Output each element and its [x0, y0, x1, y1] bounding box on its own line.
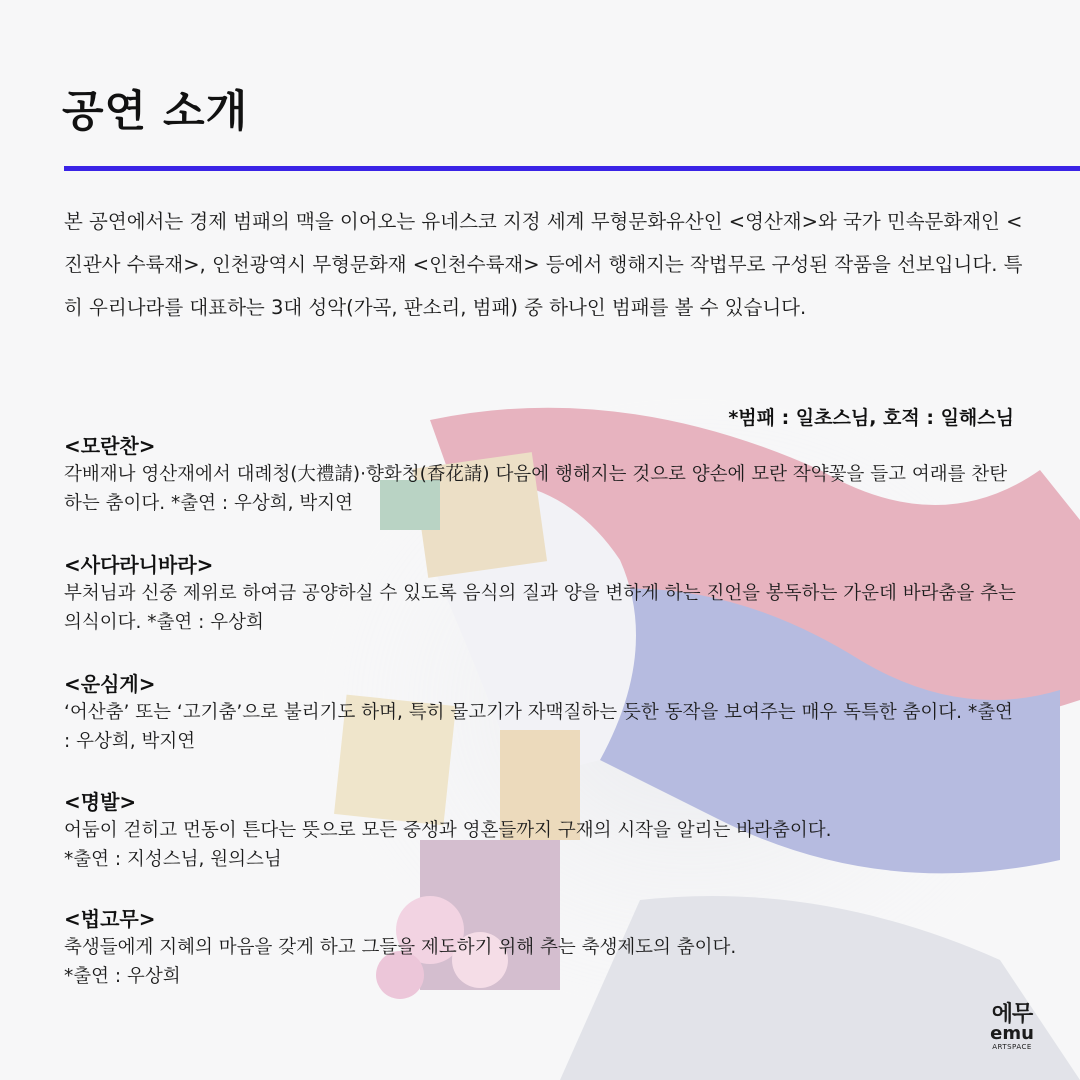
section-cast: *출연 : 지성스님, 원의스님: [64, 849, 282, 870]
section-body: 어둠이 걷히고 먼동이 튼다는 뜻으로 모든 중생과 영혼들까지 구재의 시작을 알리는 바라춤이다.: [64, 820, 832, 841]
program-section: [64, 905, 1024, 991]
emu-artspace-logo: [984, 1004, 1040, 1052]
program-section: [64, 670, 1024, 756]
section-body: 부처님과 신중 제위로 하여금 공양하실 수 있도록 음식의 질과 양을 변하게 하는 진언을 봉독하는 가운데 바라춤을 추는 의식이다. *출연 : 우상희: [64, 583, 1016, 633]
logo-english: emu: [990, 1023, 1034, 1044]
section-body: ‘어산춤’ 또는 ‘고기춤’으로 불리기도 하며, 특히 물고기가 자맥질하는 듯한 동작을 보여주는 매우 독특한 춤이다. *출연 : 우상희, 박지연: [64, 702, 1013, 752]
program-section: [64, 551, 1024, 637]
section-body: 각배재나 영산재에서 대례청(大禮請)·향화청(香花請) 다음에 행해지는 것으로 양손에 모란 작약꽃을 들고 여래를 찬탄하는 춤이다. *출연 : 우상희, 박지연: [64, 464, 1008, 514]
section-heading: <명발>: [64, 790, 137, 814]
section-heading: <운심게>: [64, 672, 156, 696]
section-cast: *출연 : 우상희: [64, 966, 181, 987]
program-section: [64, 432, 1024, 518]
logo-korean: 에무: [991, 1002, 1033, 1027]
section-heading: <모란찬>: [64, 434, 156, 458]
logo-subtitle: ARTSPACE: [992, 1043, 1032, 1051]
section-heading: <법고무>: [64, 907, 156, 931]
section-body: 축생들에게 지혜의 마음을 갖게 하고 그들을 제도하기 위해 추는 축생제도의 춤이다.: [64, 937, 737, 958]
performer-credit: *범패 : 일초스님, 호적 : 일해스님: [728, 407, 1014, 429]
program-section: [64, 788, 1024, 874]
intro-paragraph: 본 공연에서는 경제 범패의 맥을 이어오는 유네스코 지정 세계 무형문화유산인 <영산재>와 국가 민속문화재인 <진관사 수륙재>, 인천광역시 무형문화재 <인천수륙재> 등에서 행해지는 작법무로 구성된 작품을 선보입니다. 특히 우리나라를 대표하는 3대 성악(가곡, 판소리, 범패) 중 하나인 범패를 볼 수 있습니다.: [64, 210, 1023, 319]
title-underline: [64, 166, 1080, 171]
page-title: 공연 소개: [62, 87, 249, 137]
section-heading: <사다라니바라>: [64, 553, 214, 577]
